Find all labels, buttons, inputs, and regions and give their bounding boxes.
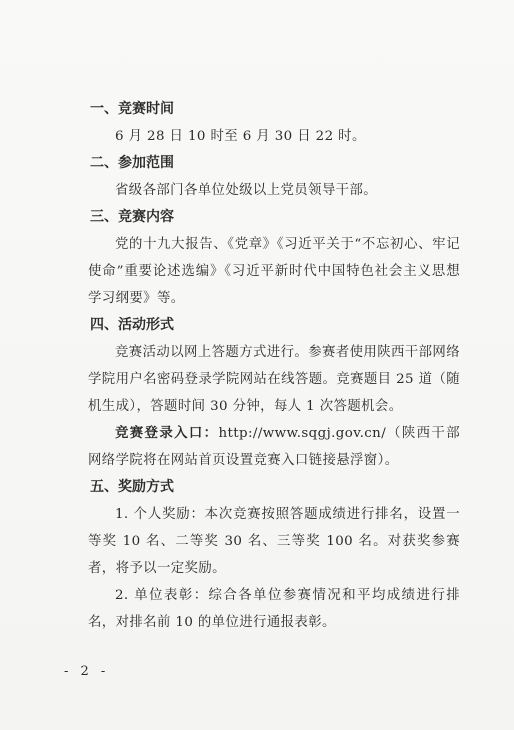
paragraph-competition-time: 6 月 28 日 10 时至 6 月 30 日 22 时。: [115, 129, 366, 144]
section-heading-participants: 二、参加范围: [90, 155, 174, 171]
document-body: [88, 96, 460, 636]
login-entry-label: 竞赛登录入口：: [115, 426, 219, 441]
paragraph-individual-rewards: 1. 个人奖励：本次竞赛按照答题成绩进行排名，设置一等奖 10 名、二等奖 30 名、三等奖 100 名。对获奖参赛者，将予以一定奖励。: [88, 507, 460, 576]
paragraph-login-entry: [88, 420, 460, 474]
paragraph-format: 竞赛活动以网上答题方式进行。参赛者使用陕西干部网络学院用户名密码登录学院网站在线答题。竞赛题目 25 道（随机生成），答题时间 30 分钟，每人 1 次答题机会。: [88, 345, 460, 414]
section-heading-rewards: 五、奖励方式: [90, 479, 174, 495]
login-entry-text: http://www.sqgj.gov.cn/（陕西干部网络学院将在网站首页设置竞赛入口链接悬浮窗）。: [88, 426, 460, 468]
section-heading-content: 三、竞赛内容: [90, 209, 174, 225]
paragraph-participants: 省级各部门各单位处级以上党员领导干部。: [115, 183, 378, 198]
section-heading-competition-time: 一、竞赛时间: [90, 101, 174, 117]
section-heading-format: 四、活动形式: [90, 317, 174, 333]
paragraph-unit-commendation: 2. 单位表彰：综合各单位参赛情况和平均成绩进行排名，对排名前 10 的单位进行通报表彰。: [88, 588, 460, 630]
paragraph-content: 党的十九大报告、《党章》《习近平关于“不忘初心、牢记使命”重要论述选编》《习近平新时代中国特色社会主义思想学习纲要》等。: [88, 237, 460, 306]
page-number: - 2 -: [64, 664, 110, 679]
